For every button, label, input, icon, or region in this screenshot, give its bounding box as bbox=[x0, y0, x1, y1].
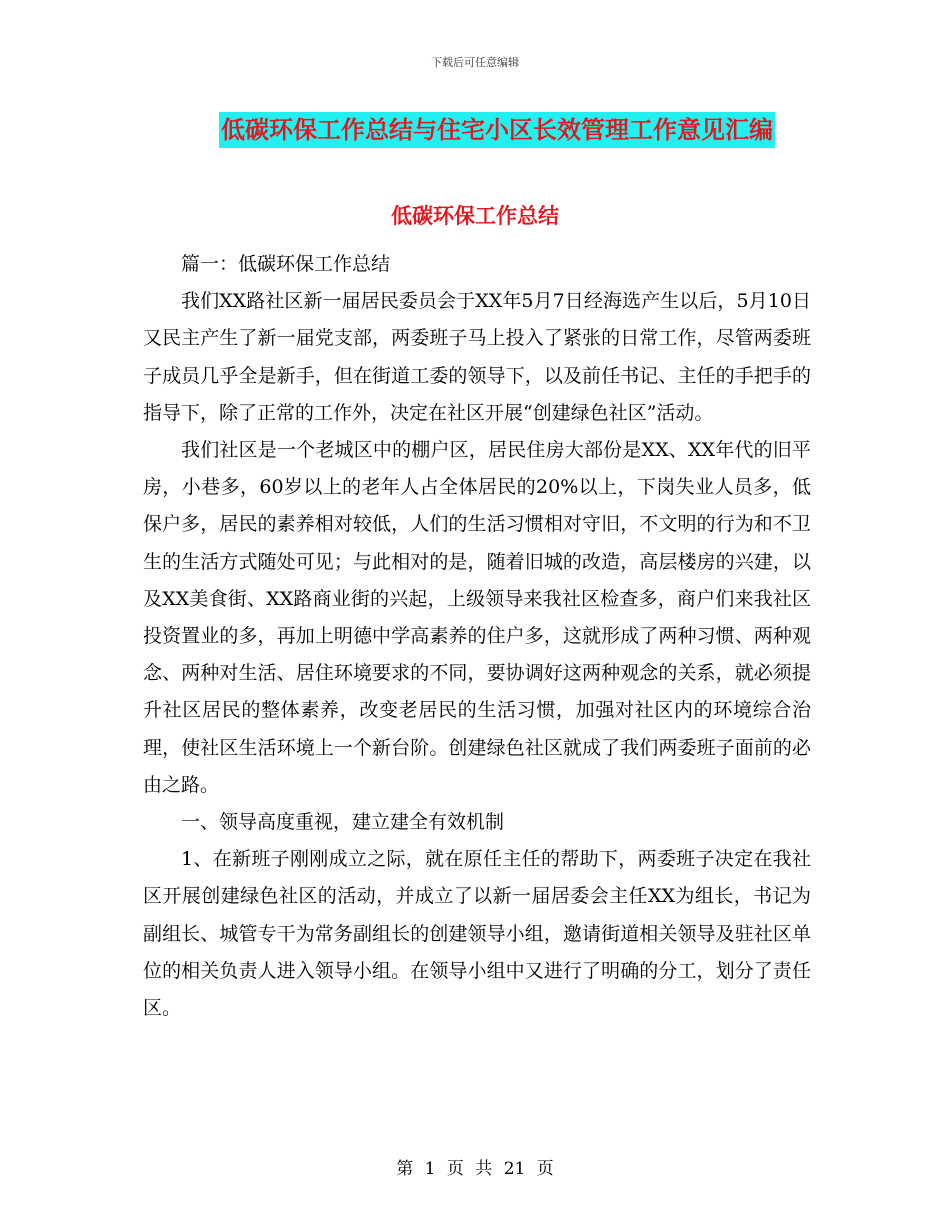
paragraph: 我们社区是一个老城区中的棚户区，居民住房大部份是XX、XX年代的旧平房，小巷多，60岁以上的老年人占全体居民的20%以上，下岗失业人员多，低保户多，居民的素养相对较低，人们的生活习惯相对守旧，不文明的行为和不卫生的生活方式随处可见；与此相对的是，随着旧城的改造，高层楼房的兴建，以及XX美食街、XX路商业街的兴起，上级领导来我社区检查多，商户们来我社区投资置业的多，再加上明德中学高素养的住户多，这就形成了两种习惯、两种观念、两种对生活、居住环境要求的不同，要协调好这两种观念的关系，就必须提升社区居民的整体素养，改变老居民的生活习惯，加强对社区内的环境综合治理，使社区生活环境上一个新台阶。创建绿色社区就成了我们两委班子面前的必由之路。 bbox=[143, 439, 811, 796]
document-body bbox=[143, 246, 811, 1027]
main-title-container bbox=[0, 112, 950, 148]
page-header-note: 下载后可任意编辑 bbox=[431, 56, 519, 69]
paragraph-heading: 一、领导高度重视，建立建全有效机制 bbox=[181, 811, 505, 834]
paragraph: 1、在新班子刚刚成立之际，就在原任主任的帮助下，两委班子决定在我社区开展创建绿色社区的活动，并成立了以新一届居委会主任XX为组长，书记为副组长、城管专干为常务副组长的创建领导小组，邀请街道相关领导及驻社区单位的相关负责人进入领导小组。在领导小组中又进行了明确的分工，划分了责任区。 bbox=[143, 848, 811, 1020]
document-title: 低碳环保工作总结与住宅小区长效管理工作意见汇编 bbox=[219, 112, 775, 148]
section-title: 低碳环保工作总结 bbox=[391, 204, 559, 228]
paragraph-subtitle: 篇一：低碳环保工作总结 bbox=[181, 253, 391, 275]
paragraph: 我们XX路社区新一届居民委员会于XX年5月7日经海选产生以后，5月10日又民主产生了新一届党支部，两委班子马上投入了紧张的日常工作，尽管两委班子成员几乎全是新手，但在街道工委的领导下，以及前任书记、主任的手把手的指导下，除了正常的工作外，决定在社区开展“创建绿色社区”活动。 bbox=[143, 290, 811, 424]
page-number-footer: 第 1 页 共 21 页 bbox=[396, 1159, 554, 1179]
